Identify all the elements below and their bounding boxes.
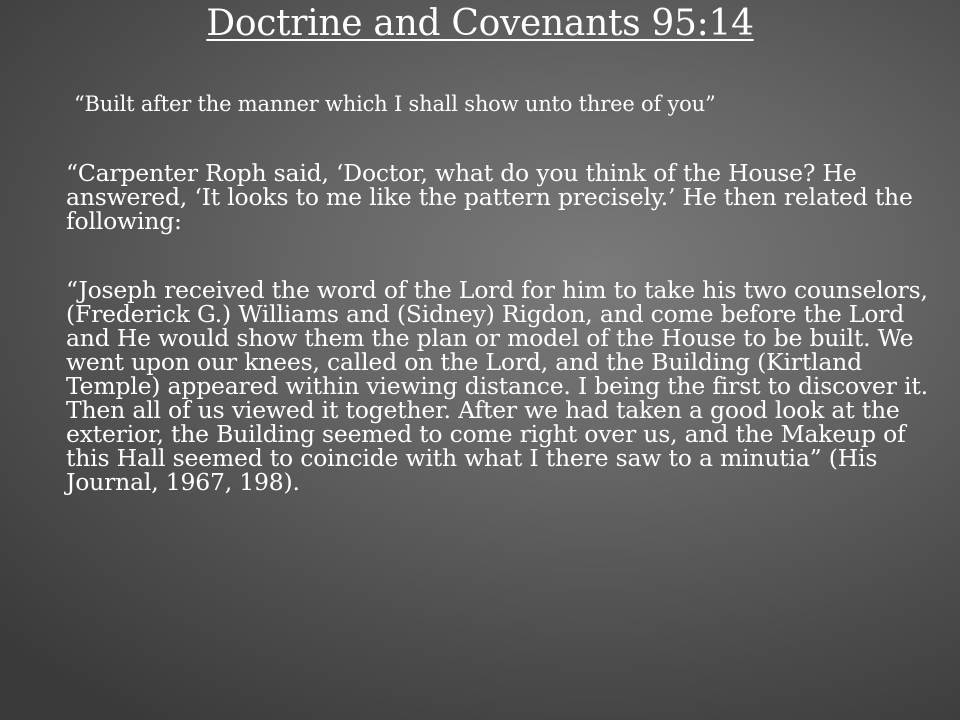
quote-paragraph-3: “Joseph received the word of the Lord for him to take his two counselors, (Frederick G.) Williams and (Sidney) Rigdon, and come before the Lord and He would show them the plan or model of the House to be built. We went upon our knees, called on the Lord, and the Building (Kirtland Temple) appeared within viewing distance. I being the first to discover it. Then all of us viewed it together. After we had taken a good look at the exterior, the Building seemed to come right over us, and the Makeup of this Hall seemed to coincide with what I there saw to a minutia” (His Journal, 1967, 198). xyxy=(66,276,928,496)
quote-paragraph-1: “Built after the manner which I shall show unto three of you” xyxy=(74,92,716,116)
slide-body xyxy=(66,92,950,539)
quote-paragraph-2: “Carpenter Roph said, ‘Doctor, what do you think of the House? He answered, ‘It looks to me like the pattern precisely.’ He then related the following: xyxy=(66,159,913,235)
slide-title: Doctrine and Covenants 95:14 xyxy=(206,3,754,44)
